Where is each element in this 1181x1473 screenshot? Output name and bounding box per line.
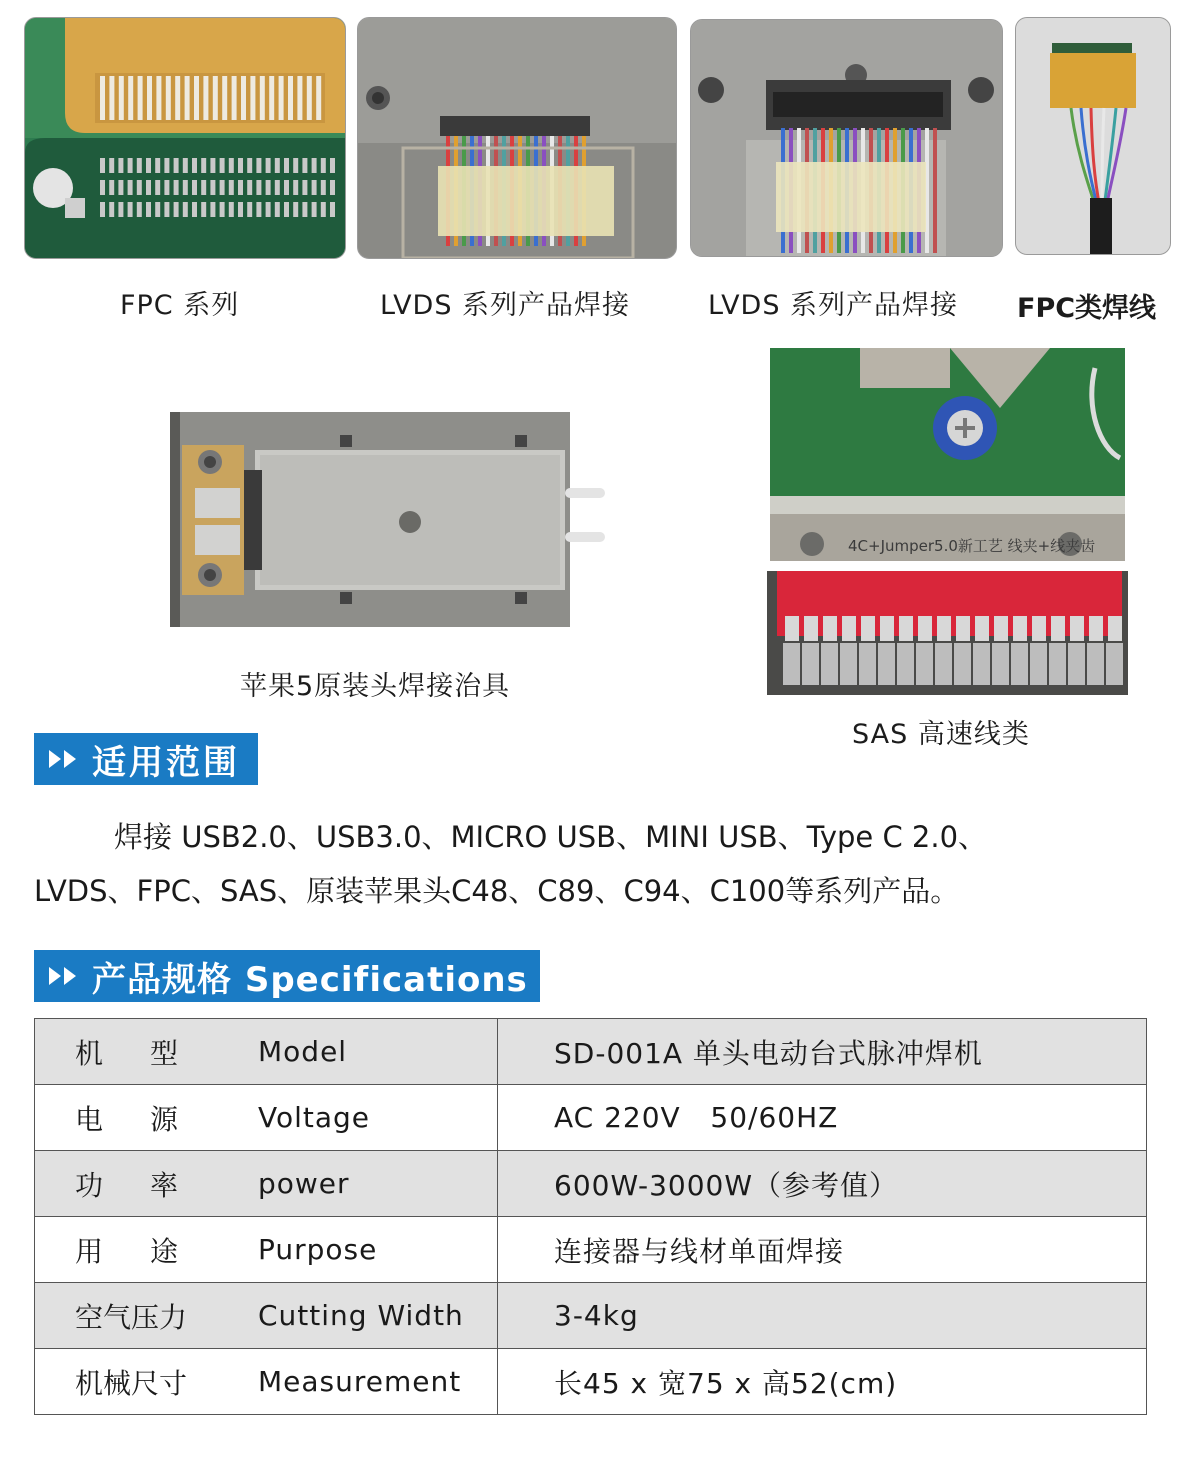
table-row (35, 1217, 1147, 1283)
spec-label-zh: 率 (149, 1168, 178, 1202)
scope-line-1: 焊接 USB2.0、USB3.0、MICRO USB、MINI USB、Type C 2.0、 (114, 820, 988, 854)
specs-title: 产品规格 Specifications (92, 959, 528, 1000)
spec-label-zh: 机械尺寸 (75, 1366, 188, 1400)
spec-label-zh: 用 (75, 1234, 104, 1268)
spec-label-en: Cutting Width (258, 1299, 464, 1332)
photo-sas-top (770, 348, 1125, 561)
table-row (35, 1349, 1147, 1415)
caption-fpc-series: FPC 系列 (120, 290, 240, 321)
spec-label-zh: 型 (149, 1036, 178, 1070)
spec-value: AC 220V 50/60HZ (498, 1085, 1147, 1151)
spec-label-zh: 功 (75, 1168, 104, 1202)
specs-header (34, 950, 540, 1002)
table-row (35, 1019, 1147, 1085)
photo-apple-fixture (170, 410, 605, 630)
table-row (35, 1151, 1147, 1217)
spec-value: 3-4kg (498, 1283, 1147, 1349)
caption-lvds-1: LVDS 系列产品焊接 (380, 290, 631, 321)
scope-text (34, 810, 1144, 918)
spec-value: 600W-3000W（参考值） (498, 1151, 1147, 1217)
caption-sas: SAS 高速线类 (852, 719, 1030, 750)
table-row (35, 1085, 1147, 1151)
spec-label-en: Measurement (258, 1365, 462, 1398)
spec-value: 连接器与线材单面焊接 (498, 1217, 1147, 1283)
spec-value: SD-001A 单头电动台式脉冲焊机 (498, 1019, 1147, 1085)
spec-label-en: power (258, 1167, 350, 1200)
double-arrow-icon (46, 964, 80, 988)
scope-line-2: LVDS、FPC、SAS、原装苹果头C48、C89、C94、C100等系列产品。 (34, 874, 960, 908)
photo-sas-bottom (767, 571, 1128, 695)
spec-value: 长45 x 宽75 x 高52(cm) (498, 1349, 1147, 1415)
spec-label-zh: 空气压力 (75, 1300, 188, 1334)
spec-label-zh: 电 (75, 1102, 104, 1136)
table-row (35, 1283, 1147, 1349)
photo-lvds-2 (690, 19, 1003, 257)
caption-fpc-wire: FPC类焊线 (1017, 293, 1157, 324)
spec-label-en: Voltage (258, 1101, 371, 1134)
spec-label-en: Purpose (258, 1233, 378, 1266)
specs-table (34, 1018, 1147, 1415)
spec-label-zh: 源 (149, 1102, 178, 1136)
scope-header (34, 733, 258, 785)
double-arrow-icon (46, 747, 80, 771)
spec-label-zh: 途 (149, 1234, 178, 1268)
spec-label-zh: 机 (75, 1036, 104, 1070)
caption-lvds-2: LVDS 系列产品焊接 (708, 290, 959, 321)
photo-lvds-1 (357, 17, 677, 259)
spec-label-en: Model (258, 1035, 348, 1068)
scope-title: 适用范围 (92, 742, 240, 783)
photo-fpc-wire (1015, 17, 1171, 255)
sas-fixture-label: 4C+Jumper5.0新工艺 线夹+线夹齿 (848, 537, 1096, 555)
caption-apple-fixture: 苹果5原装头焊接治具 (240, 671, 511, 702)
photo-fpc-series (24, 17, 346, 259)
